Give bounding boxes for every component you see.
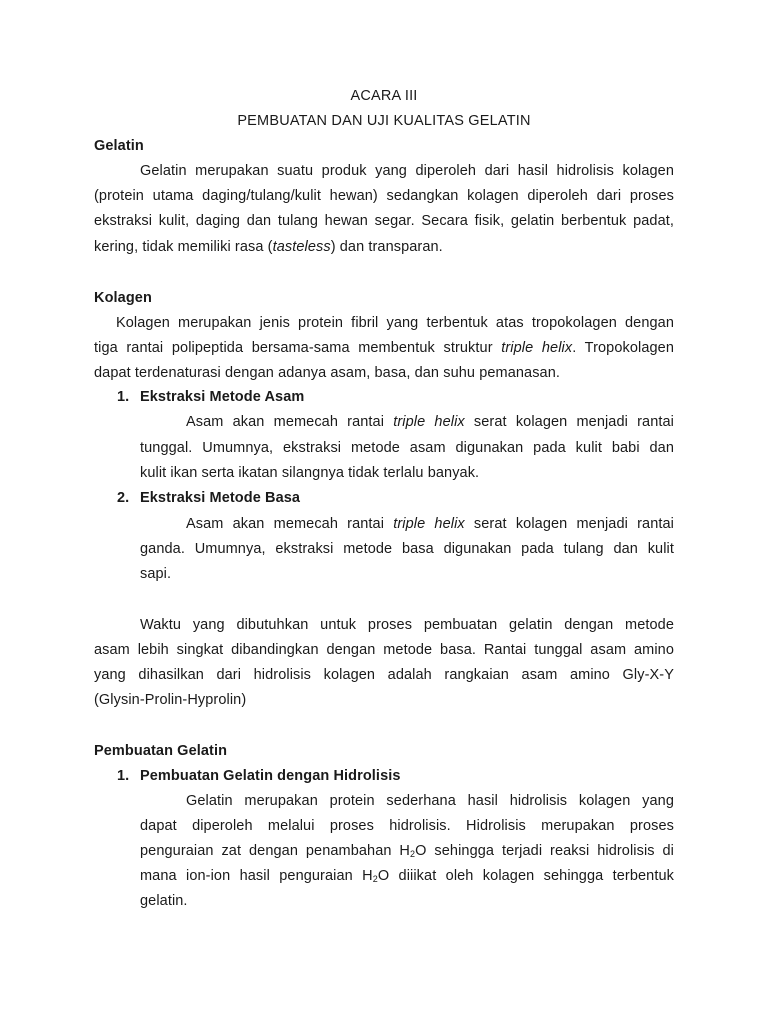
- text-run: O diiikat oleh kolagen sehingga terbentuk: [377, 868, 674, 884]
- italic-term: triple helix: [393, 414, 465, 430]
- paragraph-line: (protein utama daging/tulang/kulit hewan) sedangkan kolagen diperoleh dari proses: [94, 188, 674, 204]
- text-run: ) dan transparan.: [330, 239, 443, 255]
- paragraph-line: dapat terdenaturasi dengan adanya asam, basa, dan suhu pemanasan.: [94, 365, 561, 381]
- paragraph-line: Kolagen merupakan jenis protein fibril yang terbentuk atas tropokolagen dengan: [116, 315, 674, 331]
- paragraph-line: Gelatin merupakan suatu produk yang diperoleh dari hasil hidrolisis kolagen: [140, 163, 674, 179]
- paragraph-line: asam lebih singkat dibandingkan dengan metode basa. Rantai tunggal asam amino: [94, 642, 674, 658]
- subscript: 2: [372, 874, 378, 884]
- page-title-main: PEMBUATAN DAN UJI KUALITAS GELATIN: [237, 113, 531, 129]
- section-heading-kolagen: Kolagen: [94, 290, 152, 306]
- paragraph-line: [94, 340, 674, 356]
- subscript: 2: [410, 849, 416, 859]
- paragraph-line: dapat diperoleh melalui proses hidrolisis. Hidrolisis merupakan proses: [140, 818, 674, 834]
- text-run: mana ion-ion hasil penguraian H: [140, 868, 373, 884]
- paragraph-line: [186, 414, 674, 430]
- paragraph-line: [140, 868, 674, 884]
- text-run: Asam akan memecah rantai: [186, 414, 394, 430]
- paragraph-line: Waktu yang dibutuhkan untuk proses pembuatan gelatin dengan metode: [140, 617, 674, 633]
- paragraph-line: [94, 239, 443, 255]
- paragraph-line: [140, 843, 674, 859]
- text-run: tiga rantai polipeptida bersama-sama membentuk struktur: [94, 340, 502, 356]
- italic-term: tasteless: [272, 239, 331, 255]
- paragraph-line: Gelatin merupakan protein sederhana hasil hidrolisis kolagen yang: [186, 793, 674, 809]
- text-run: serat kolagen menjadi rantai: [464, 414, 675, 430]
- paragraph-line: [186, 516, 674, 532]
- text-run: . Tropokolagen: [572, 340, 675, 356]
- italic-term: triple helix: [501, 340, 573, 356]
- paragraph-line: yang dihasilkan dari hidrolisis kolagen adalah rangkaian asam amino Gly-X-Y: [94, 667, 674, 683]
- paragraph-line: ekstraksi kulit, daging dan tulang hewan segar. Secara fisik, gelatin berbentuk padat,: [94, 213, 674, 229]
- paragraph-line: kulit ikan serta ikatan silangnya tidak terlalu banyak.: [140, 465, 480, 481]
- list-heading-hidrolisis: Pembuatan Gelatin dengan Hidrolisis: [140, 768, 401, 784]
- text-run: Asam akan memecah rantai: [186, 516, 394, 532]
- text-run: penguraian zat dengan penambahan H: [140, 843, 411, 859]
- list-number: 2.: [117, 490, 130, 506]
- paragraph-line: tunggal. Umumnya, ekstraksi metode asam digunakan pada kulit babi dan: [140, 440, 674, 456]
- list-number: 1.: [117, 389, 130, 405]
- list-heading-basa: Ekstraksi Metode Basa: [140, 490, 301, 506]
- list-heading-asam: Ekstraksi Metode Asam: [140, 389, 305, 405]
- text-run: O sehingga terjadi reaksi hidrolisis di: [415, 843, 675, 859]
- paragraph-line: (Glysin-Prolin-Hyprolin): [94, 692, 247, 708]
- section-heading-pembuatan: Pembuatan Gelatin: [94, 743, 228, 759]
- paragraph-line: sapi.: [140, 566, 172, 582]
- text-run: kering, tidak memiliki rasa (: [94, 239, 273, 255]
- italic-term: triple helix: [393, 516, 465, 532]
- list-number: 1.: [117, 768, 130, 784]
- text-run: serat kolagen menjadi rantai: [464, 516, 675, 532]
- page-title-acara: ACARA III: [350, 88, 418, 104]
- section-heading-gelatin: Gelatin: [94, 138, 144, 154]
- paragraph-line: gelatin.: [140, 893, 188, 909]
- paragraph-line: ganda. Umumnya, ekstraksi metode basa digunakan pada tulang dan kulit: [140, 541, 674, 557]
